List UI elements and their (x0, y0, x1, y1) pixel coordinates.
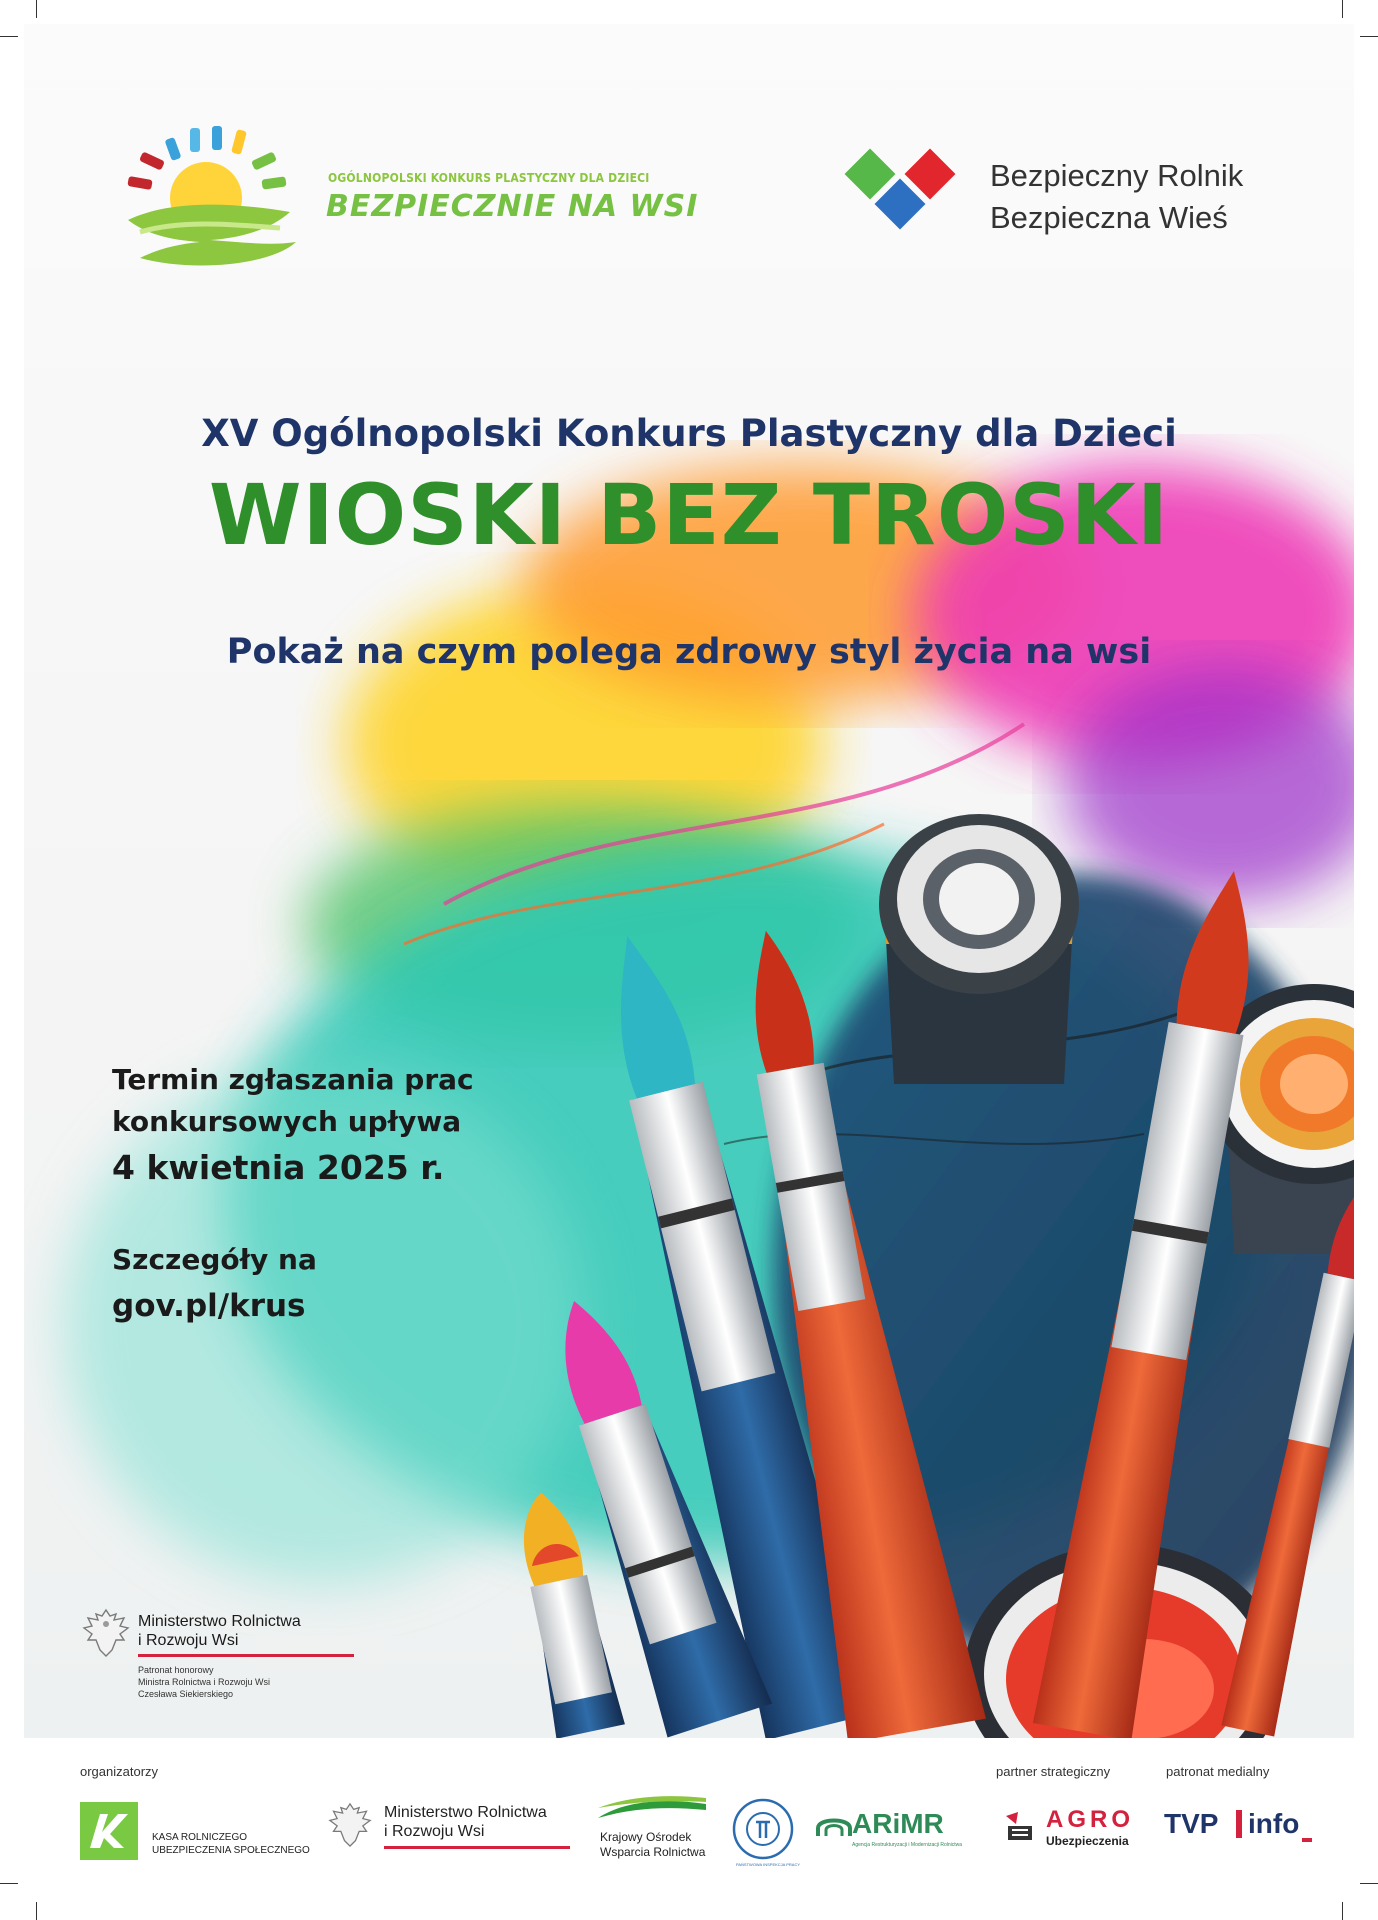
honorary-patronage: Patronat honorowy Ministra Rolnictwa i Rozwoju Wsi Czesława Siekierskiego (138, 1665, 271, 1699)
contest-kicker: OGÓLNOPOLSKI KONKURS PLASTYCZNY DLA DZIECI (328, 171, 650, 185)
kowr-logo (596, 1796, 716, 1866)
contest-logo (120, 116, 699, 276)
pip-text: PAŃSTWOWA INSPEKCJA PRACY (736, 1862, 801, 1867)
crop-mark (36, 0, 37, 18)
agro-mark-icon (1002, 1808, 1038, 1844)
ministry-footer-line1: Ministerstwo Rolnictwa (384, 1804, 547, 1821)
campaign-line2: Bezpieczna Wieś (990, 200, 1228, 235)
footer-partners (0, 1738, 1378, 1920)
contest-brand: BEZPIECZNIE NA WSI (326, 189, 699, 224)
tvp-text: TVP (1164, 1808, 1219, 1839)
details-link[interactable]: gov.pl/krus (112, 1288, 306, 1324)
deadline-date: 4 kwietnia 2025 r. (112, 1148, 445, 1187)
contest-title: WIOSKI BEZ TROSKI (208, 466, 1170, 564)
ministry-patronage (82, 1604, 362, 1724)
strategic-partner-label: partner strategiczny (996, 1764, 1111, 1779)
tvp-underscore (1302, 1838, 1312, 1842)
tvp-info-logo (1164, 1804, 1314, 1850)
krus-mark-icon (80, 1802, 138, 1860)
crop-mark (1342, 0, 1343, 18)
ministry-footer-line2: i Rozwoju Wsi (384, 1823, 485, 1840)
arimr-logo (816, 1808, 966, 1858)
ministry-rule (138, 1654, 354, 1657)
krus-logo (80, 1802, 330, 1862)
diamonds-icon (840, 144, 970, 244)
fields-icon (596, 1796, 708, 1822)
details-block (112, 1239, 317, 1331)
eagle-emblem-icon (82, 1606, 130, 1660)
arimr-text: ARiMR (852, 1808, 944, 1839)
tvp-info-text: info (1248, 1808, 1300, 1839)
sun-logo-icon (120, 116, 320, 276)
kowr-line2: Wsparcia Rolnictwa (600, 1845, 706, 1859)
kowr-line1: Krajowy Ośrodek (600, 1830, 692, 1844)
campaign-logo (840, 144, 1320, 244)
arimr-subtitle: Agencja Restrukturyzacji i Modernizacji Rolnictwa (852, 1842, 963, 1848)
agro-logo (1002, 1806, 1142, 1856)
ministry-footer-rule (384, 1846, 570, 1849)
crop-mark (1360, 36, 1378, 37)
paint-jar-top (879, 814, 1079, 1084)
media-patron-label: patronat medialny (1166, 1764, 1270, 1779)
deadline-line1: Termin zgłaszania prac (112, 1063, 474, 1096)
ministry-name: Ministerstwo Rolnictwa i Rozwoju Wsi (138, 1613, 301, 1649)
eagle-emblem-icon (328, 1800, 372, 1850)
krus-line2: UBEZPIECZENIA SPOŁECZNEGO (152, 1845, 310, 1856)
campaign-line1: Bezpieczny Rolnik (990, 158, 1244, 193)
paint-illustration (24, 24, 1354, 1738)
organizers-label: organizatorzy (80, 1764, 159, 1779)
agro-text: AGRO (1046, 1806, 1134, 1833)
deadline-block (112, 1059, 474, 1193)
poster (24, 24, 1354, 1738)
krus-line1: KASA ROLNICZEGO (152, 1832, 248, 1843)
pip-seal-icon (732, 1798, 794, 1860)
contest-subtitle: XV Ogólnopolski Konkurs Plastyczny dla Dzieci (201, 412, 1177, 455)
deadline-line2: konkursowych upływa (112, 1105, 462, 1138)
crop-mark (0, 36, 18, 37)
tvp-divider (1236, 1810, 1242, 1838)
ministry-footer-logo (328, 1800, 578, 1864)
arimr-arch-icon (816, 1810, 852, 1840)
pip-logo (732, 1798, 801, 1867)
contest-tagline: Pokaż na czym polega zdrowy styl życia na wsi (226, 632, 1152, 672)
details-line1: Szczegóły na (112, 1243, 317, 1276)
agro-subtitle: Ubezpieczenia (1046, 1834, 1129, 1848)
